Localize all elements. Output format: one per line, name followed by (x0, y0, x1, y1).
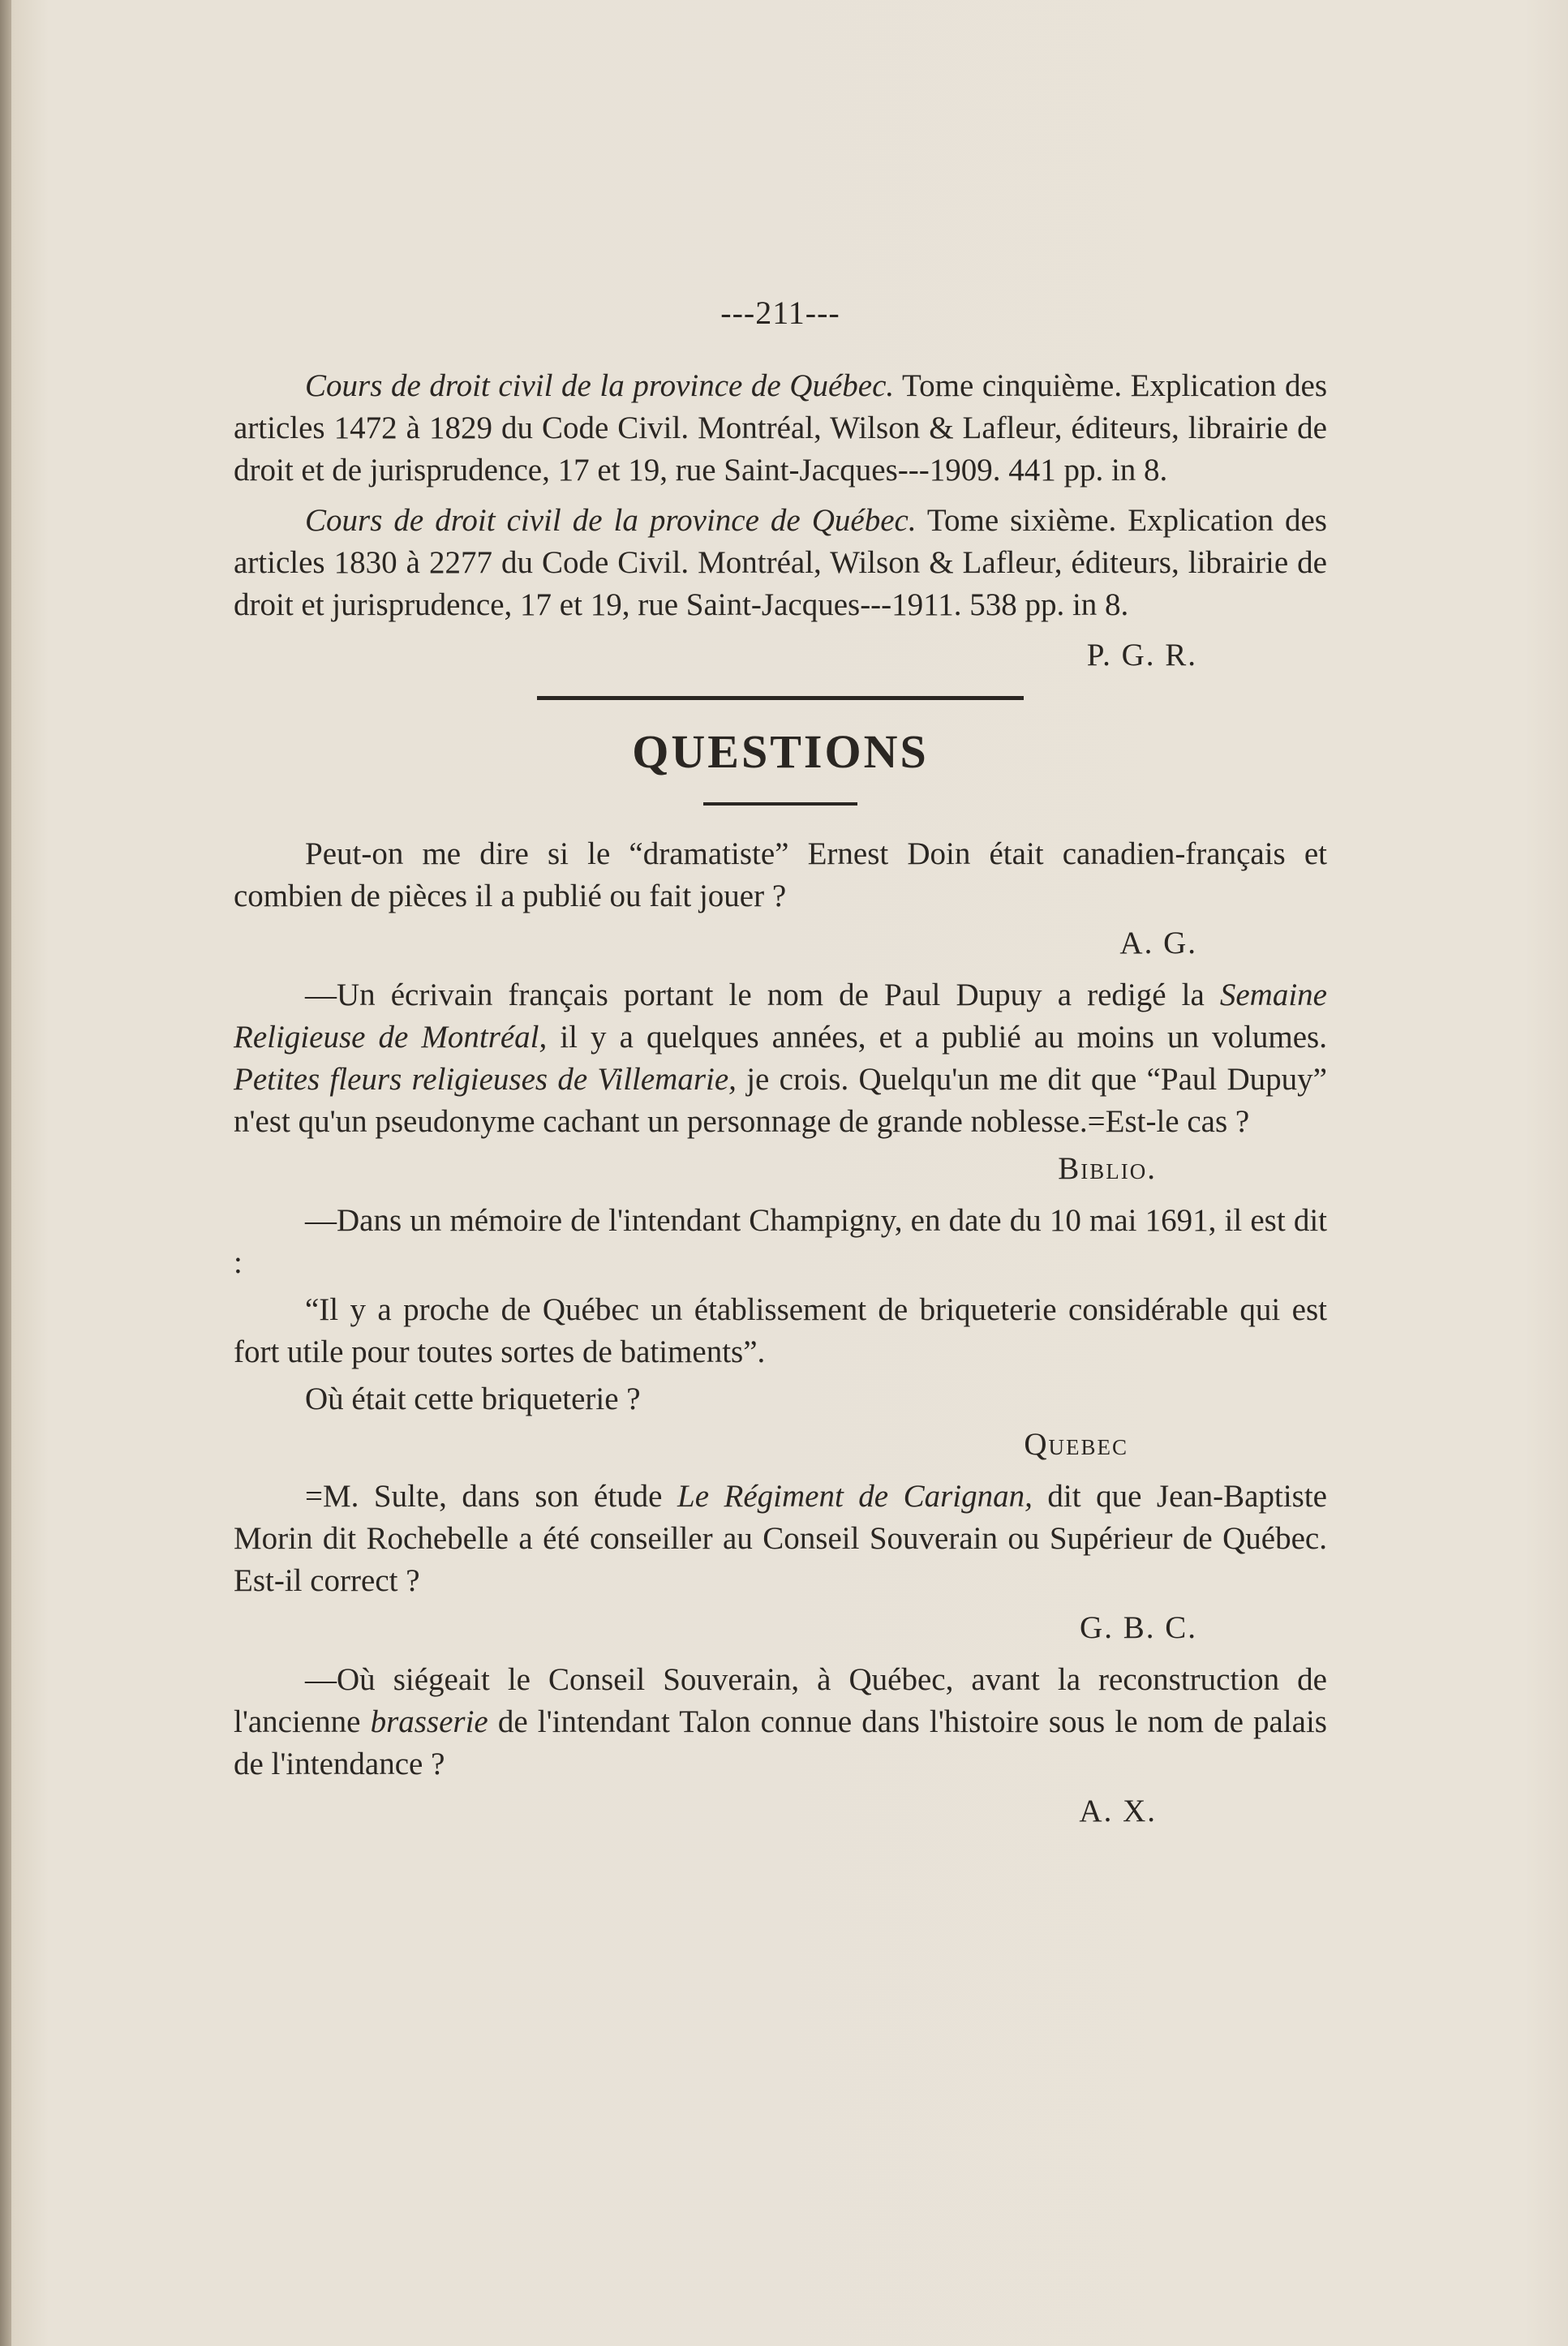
question-text: —Où siégeait le Conseil Souverain, à Québec, avant la reconstruction de l'ancienne (234, 1662, 1327, 1739)
question-3-intro: —Dans un mémoire de l'intendant Champigny, en date du 10 mai 1691, il est dit : (234, 1203, 1327, 1280)
question-5 (234, 1659, 1327, 1785)
question-3-question: Où était cette briqueterie ? (305, 1381, 641, 1416)
section-divider-top (537, 696, 1024, 700)
question-text: —Un écrivain français portant le nom de Paul Dupuy a redigé la (305, 978, 1220, 1012)
section-title: QUESTIONS (632, 725, 929, 778)
question-1-signature: A. G. (1119, 926, 1197, 960)
question-4-signature: G. B. C. (1080, 1610, 1197, 1645)
question-5-signature: A. X. (1079, 1794, 1157, 1828)
question-3-quote: “Il y a proche de Québec un établissement de briqueterie considérable qui est fort utile pour toutes sortes de batiments”. (234, 1292, 1327, 1369)
question-text: dit que Jean-Baptiste Morin dit Rochebelle a été conseiller au Conseil Souverain ou Supérieur de Québec. Est-il correct ? (234, 1479, 1327, 1598)
section-divider-bottom (703, 802, 857, 806)
page-number: ---211--- (720, 294, 840, 331)
page-text-block (234, 292, 1327, 1842)
review-body: Tome cinquième. Explication des articles 1472 à 1829 du Code Civil. Montréal, Wilson & Lafleur, éditeurs, librairie de droit et de jurisprudence, 17 et 19, rue Saint-Jacques---1909. 441 pp. in 8. (234, 368, 1327, 488)
question-3-signature: Quebec (1024, 1427, 1128, 1462)
reviews-signature: P. G. R. (1086, 638, 1197, 672)
question-4 (234, 1476, 1327, 1602)
review-title: Cours de droit civil de la province de Québec. (305, 368, 895, 403)
question-2 (234, 974, 1327, 1143)
emphasized-word: brasserie (370, 1704, 488, 1739)
publication-title: Semaine Religieuse de Montréal, (234, 978, 1327, 1055)
book-spine-edge (0, 0, 11, 2346)
review-title: Cours de droit civil de la province de Québec. (305, 503, 917, 538)
question-2-signature: Biblio. (1058, 1151, 1157, 1186)
publication-title: Le Régiment de Carignan, (677, 1479, 1033, 1514)
question-text: je crois. Quelqu'un me dit que “Paul Dupuy” n'est qu'un pseudonyme cachant un personnage de grande noblesse.=Est-le cas ? (234, 1062, 1327, 1139)
question-text: il y a quelques années, et a publié au moins un volumes. (547, 1020, 1327, 1055)
question-text: de l'intendant Talon connue dans l'histoire sous le nom de palais de l'intendance ? (234, 1704, 1327, 1781)
review-body: Tome sixième. Explication des articles 1830 à 2277 du Code Civil. Montréal, Wilson & Lafleur, éditeurs, librairie de droit et jurisprudence, 17 et 19, rue Saint-Jacques---1911. 538 pp. in 8. (234, 503, 1327, 622)
review-entry-2 (234, 500, 1327, 626)
question-1: Peut-on me dire si le “dramatiste” Ernest Doin était canadien-français et combien de pièces il a publié ou fait jouer ? (234, 836, 1327, 913)
review-entry-1 (234, 365, 1327, 492)
publication-title: Petites fleurs religieuses de Villemarie, (234, 1062, 737, 1097)
question-text: =M. Sulte, dans son étude (305, 1479, 677, 1514)
